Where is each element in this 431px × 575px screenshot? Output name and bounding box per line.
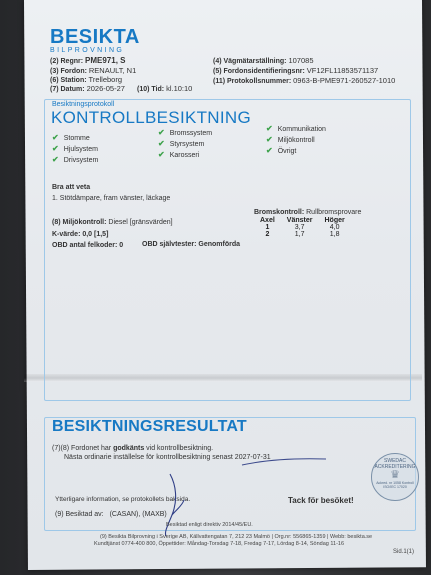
check-label: Karosseri	[169, 152, 200, 159]
check-stomme	[52, 133, 90, 142]
signature	[158, 470, 188, 540]
check-icon: ✔	[266, 135, 273, 144]
check-icon: ✔	[158, 150, 165, 159]
prot-field	[213, 76, 395, 85]
notes-heading: Bra att veta	[52, 184, 91, 191]
kvarde: K-värde: 0,0 [1,5]	[52, 231, 109, 238]
regnr-value: PME971, S	[85, 56, 126, 65]
check-styrsystem	[158, 139, 204, 148]
fid-value: VF12FL11853571137	[306, 66, 379, 75]
brake-header-vanster: Vänster	[286, 217, 313, 224]
station-field	[50, 75, 122, 84]
result-title: BESIKTNINGSRESULTAT	[52, 418, 247, 435]
stamp-text: SWEDAC ACKREDITERING	[374, 458, 416, 470]
regnr-label: (2) Regnr:	[50, 58, 84, 65]
brake-cell: 1,7	[294, 231, 305, 238]
fordon-label: (3) Fordon:	[50, 68, 87, 75]
protocol-title: KONTROLLBESIKTNING	[51, 108, 251, 127]
result-approved: godkänts	[113, 445, 145, 452]
fid-field	[213, 66, 378, 75]
brake-header-axel: Axel	[260, 217, 275, 224]
prot-label: (11) Protokollsnummer:	[213, 78, 292, 85]
check-icon: ✔	[158, 128, 165, 137]
besiktad-value: (CASAN), (MAXB)	[109, 511, 167, 518]
prot-value: 0963-B-PME971-260527-1010	[293, 76, 396, 85]
matar-field	[213, 56, 314, 65]
station-value: Trelleborg	[88, 75, 123, 84]
check-label: Bromssystem	[169, 130, 213, 137]
check-kommunikation	[266, 124, 326, 133]
check-bromssystem	[158, 128, 212, 137]
check-karosseri	[158, 150, 199, 159]
miljo-value: Diesel [gränsvärden]	[108, 219, 173, 226]
tid-label: (10) Tid:	[137, 86, 165, 93]
check-label: Miljökontroll	[277, 137, 315, 144]
swedac-stamp	[371, 453, 419, 501]
brake-cell: 3,7	[294, 224, 305, 231]
brake-line	[254, 209, 361, 216]
tid-field	[137, 84, 192, 93]
thanks-text: Tack för besöket!	[288, 496, 354, 505]
notes-item: 1. Stötdämpare, fram vänster, läckage	[52, 195, 171, 202]
station-label: (6) Station:	[50, 77, 87, 84]
tid-value: kl.10:10	[166, 84, 193, 93]
check-icon: ✔	[52, 155, 59, 164]
matar-value: 107085	[288, 56, 314, 65]
page-number: Sid.1(1)	[393, 549, 415, 555]
brake-cell: 4,0	[329, 224, 340, 231]
matar-label: (4) Vägmätarställning:	[213, 58, 287, 65]
obd-felkoder: OBD antal felkoder: 0	[52, 242, 124, 249]
stamp-sub: Ackred. nr 1058 Kontroll ISO/IEC 17020	[376, 481, 414, 489]
logo-main-text: BESIKTA	[50, 26, 140, 48]
check-icon: ✔	[52, 133, 59, 142]
datum-value: 2026-05-27	[86, 84, 125, 93]
brake-header-row	[254, 217, 351, 224]
footer-line1: (9) Besikta Bilprovning i Sverige AB, Källvattengatan 7, 212 23 Malmö | Org.nr: 556865-1359 | Webb: besikta.se	[100, 534, 373, 540]
check-label: Styrsystem	[169, 141, 205, 148]
check-icon: ✔	[52, 144, 59, 153]
regnr-field	[50, 56, 125, 65]
result-line1-prefix: (7)(8) Fordonet har	[52, 445, 114, 452]
brake-cell: 1	[265, 224, 270, 231]
check-icon: ✔	[158, 139, 165, 148]
check-label: Stomme	[63, 135, 90, 142]
besikta-logo	[50, 26, 140, 54]
check-hjulsystem	[52, 144, 98, 153]
check-miljokontroll	[266, 135, 315, 144]
crown-icon: ♛	[390, 469, 400, 481]
datum-field	[50, 84, 125, 93]
check-label: Kommunikation	[277, 126, 326, 133]
brake-label: Bromskontroll:	[254, 209, 305, 216]
footer-directive: Besiktad enligt direktiv 2014/45/EU.	[166, 522, 253, 528]
handwritten-underline	[240, 456, 330, 470]
footer-line2: Kundtjänst 0774-400 800, Öppettider: Måndag-Torsdag 7-18, Fredag 7-17, Lördag 8-14, Söndag 11-16	[94, 541, 345, 547]
result-line1	[52, 445, 213, 452]
logo-sub-text: BILPROVNING	[50, 47, 125, 54]
check-ovrigt	[266, 146, 296, 155]
datum-label: (7) Datum:	[50, 86, 85, 93]
result-line2: Nästa ordinarie inställelse för kontrollbesiktning senast 2027-07-31	[64, 454, 271, 461]
obd-sjalvtester: OBD självtester: Genomförda	[142, 241, 241, 248]
check-icon: ✔	[266, 146, 273, 155]
brake-value: Rullbromsprovare	[306, 209, 362, 216]
more-info: Ytterligare information, se protokollets baksida.	[55, 496, 191, 503]
check-drivsystem	[52, 155, 98, 164]
table-row	[254, 224, 351, 231]
protocol-box	[44, 99, 411, 401]
brake-table	[254, 217, 351, 238]
protocol-label: Besiktningsprotokoll	[52, 101, 115, 108]
check-icon: ✔	[266, 124, 273, 133]
check-label: Drivsystem	[63, 157, 99, 164]
miljo-label: (8) Miljökontroll:	[52, 219, 107, 226]
table-row	[254, 231, 351, 238]
brake-cell: 1,8	[329, 231, 340, 238]
fordon-field	[50, 66, 136, 75]
check-label: Övrigt	[277, 148, 297, 155]
fordon-value: RENAULT, N1	[88, 66, 137, 75]
miljo-line	[52, 219, 173, 226]
besiktad-line	[55, 511, 167, 518]
brake-header-hoger: Höger	[324, 217, 345, 224]
check-label: Hjulsystem	[63, 146, 98, 153]
brake-cell: 2	[265, 231, 270, 238]
fid-label: (5) Fordonsidentifieringsnr:	[213, 68, 305, 75]
result-line1-suffix: vid kontrollbesiktning.	[144, 445, 214, 452]
besiktad-label: (9) Besiktad av:	[55, 511, 104, 518]
